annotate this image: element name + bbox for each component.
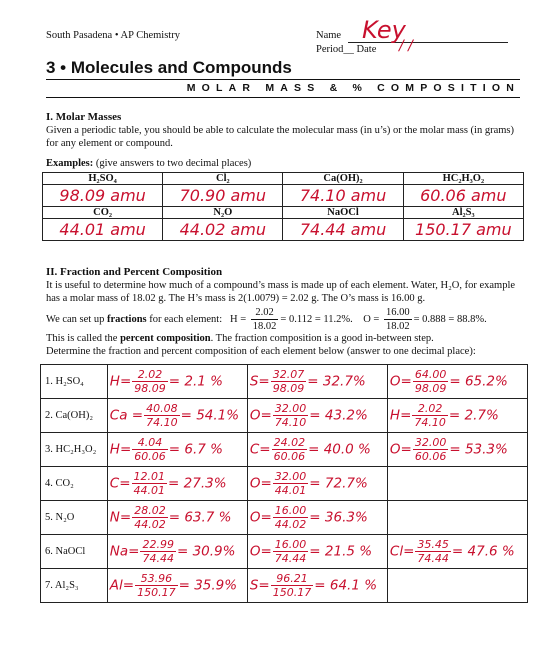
element-percent: = 64.1 % <box>314 577 378 594</box>
element-fraction <box>273 402 309 429</box>
compound-label: 7. Al₂S₃ <box>41 569 108 603</box>
element-symbol: C= <box>109 475 131 492</box>
element-symbol: O= <box>249 407 272 424</box>
example-formula: Ca(OH)₂ <box>283 173 403 185</box>
fraction-denominator: 98.09 <box>414 382 447 395</box>
element-symbol: Na= <box>109 543 140 560</box>
example-answer: 74.44 amu <box>299 219 387 239</box>
example-answer: 44.02 amu <box>179 219 267 239</box>
element-answer-cell <box>107 433 247 467</box>
element-symbol: O= <box>249 509 272 526</box>
composition-row <box>41 501 528 535</box>
example-formula: H₂SO₄ <box>43 173 163 185</box>
fraction-denominator: 44.01 <box>274 484 307 497</box>
fraction-numerator: 35.45 <box>417 538 449 551</box>
o-result: = 0.888 = 88.8%. <box>413 313 487 325</box>
composition-row <box>41 433 528 467</box>
element-symbol: O= <box>389 373 412 390</box>
section-text-percent <box>46 332 530 345</box>
compound-label: 4. CO₂ <box>41 467 108 501</box>
name-label: Name <box>316 30 342 41</box>
element-percent: = 65.2% <box>449 373 508 390</box>
example-answer-cell <box>43 219 163 241</box>
fraction-numerator: 32.00 <box>414 436 447 449</box>
element-answer-cell <box>107 535 247 569</box>
element-answer-cell <box>387 569 527 603</box>
element-symbol: S= <box>249 577 270 594</box>
element-symbol: Al= <box>109 577 135 594</box>
element-answer-cell <box>247 569 387 603</box>
percent-text-b: . The fraction composition is a good in-between step. <box>210 333 434 344</box>
element-fraction <box>273 538 309 565</box>
example-answer-cell <box>403 185 523 207</box>
h-numerator: 2.02 <box>251 306 279 320</box>
example-answer: 44.01 amu <box>59 219 146 239</box>
element-fraction <box>273 504 309 531</box>
fraction-denominator: 74.44 <box>274 552 307 565</box>
example-answer: 150.17 amu <box>415 219 512 239</box>
element-answer-cell <box>247 467 387 501</box>
compound-label: 5. N₂O <box>41 501 108 535</box>
element-answer-cell <box>387 365 527 399</box>
element-answer-cell <box>247 399 387 433</box>
examples-table <box>42 172 524 241</box>
element-percent: = 53.3% <box>449 441 508 458</box>
element-symbol: O= <box>249 475 272 492</box>
section-heading-composition: II. Fraction and Percent Composition <box>46 266 223 278</box>
element-fraction <box>132 436 168 463</box>
element-symbol: C= <box>249 441 271 458</box>
compound-label: 6. NaOCl <box>41 535 108 569</box>
example-answer-cell <box>43 185 163 207</box>
fraction-denominator: 60.06 <box>134 450 166 463</box>
element-percent: = 47.6 % <box>451 543 515 560</box>
element-symbol: O= <box>249 543 272 560</box>
element-answer-cell <box>387 433 527 467</box>
element-fraction <box>413 436 449 463</box>
element-percent: = 36.3% <box>309 509 368 526</box>
fraction-denominator: 44.02 <box>134 518 166 531</box>
example-formula: N₂O <box>163 207 283 219</box>
example-answer: 98.09 amu <box>59 185 146 205</box>
element-answer-cell <box>107 365 247 399</box>
element-fraction <box>273 470 309 497</box>
fraction-denominator: 44.01 <box>133 484 166 497</box>
o-label: O = <box>363 313 380 325</box>
example-answer-cell <box>283 185 403 207</box>
setup-text-a: We can set up <box>46 313 107 325</box>
element-answer-cell <box>107 569 247 603</box>
element-fraction <box>271 572 314 599</box>
composition-row <box>41 569 528 603</box>
element-fraction <box>144 402 180 429</box>
element-percent: = 63.7 % <box>168 509 232 526</box>
h-label: H = <box>230 313 247 325</box>
setup-bold: fractions <box>106 313 147 325</box>
element-percent: = 27.3% <box>168 475 227 492</box>
element-answer-cell <box>247 365 387 399</box>
compound-label: 2. Ca(OH)₂ <box>41 399 108 433</box>
example-formula: CO₂ <box>43 207 163 219</box>
fractions-line <box>46 306 530 333</box>
fraction-denominator: 74.10 <box>146 416 178 429</box>
setup-text-b: for each element: <box>146 313 223 325</box>
element-answer-cell <box>107 467 247 501</box>
period-date-line: Period__ Date <box>316 44 377 55</box>
composition-row <box>41 467 528 501</box>
fraction-numerator: 53.96 <box>135 572 178 586</box>
example-answer-cell <box>163 219 283 241</box>
fraction-numerator: 28.02 <box>134 504 166 517</box>
section-heading-molar: I. Molar Masses <box>46 111 122 123</box>
fraction-numerator: 16.00 <box>274 538 307 551</box>
fraction-denominator: 74.44 <box>142 552 174 565</box>
fraction-numerator: 96.21 <box>271 572 314 586</box>
example-formula: Al₂S₃ <box>403 207 523 219</box>
element-fraction <box>413 368 449 395</box>
fraction-numerator: 4.04 <box>132 436 168 450</box>
fraction-denominator: 74.10 <box>274 416 307 429</box>
element-symbol: H= <box>109 373 132 390</box>
fraction-numerator: 2.02 <box>412 402 448 416</box>
section-text-molar: Given a periodic table, you should be able to calculate the molecular mass (in u’s) or the molar mass (in grams) for any element or compound. <box>46 125 514 149</box>
element-percent: = 6.7 % <box>168 441 223 458</box>
examples-note: (give answers to two decimal places) <box>93 158 252 169</box>
example-formula: HC₂H₃O₂ <box>403 173 523 185</box>
fraction-denominator: 150.17 <box>137 586 176 599</box>
element-answer-cell <box>387 399 527 433</box>
fraction-numerator: 32.07 <box>272 368 305 381</box>
page-title: 3 • Molecules and Compounds <box>46 58 292 77</box>
name-value: Key <box>362 16 406 44</box>
fraction-numerator: 32.00 <box>274 402 307 415</box>
fraction-numerator: 16.00 <box>274 504 307 517</box>
element-percent: = 21.5 % <box>309 543 373 560</box>
element-fraction <box>132 470 168 497</box>
element-percent: = 2.7% <box>448 407 499 424</box>
o-denominator: 18.02 <box>385 321 410 332</box>
element-answer-cell <box>387 501 527 535</box>
element-percent: = 32.7% <box>307 373 366 390</box>
examples-label: Examples: <box>46 158 94 169</box>
element-symbol: O= <box>389 441 412 458</box>
section-text-composition: It is useful to determine how much of a compound’s mass is made up of each element. Water, H₂O, for example has a molar mass of 18.02 g. The H’s mass is 2(1.0079) = 2.02 g. The O’s mass is 16.00 g. <box>46 280 516 304</box>
element-percent: = 30.9% <box>176 543 236 560</box>
element-fraction <box>271 368 307 395</box>
fraction-denominator: 60.06 <box>414 450 447 463</box>
percent-text-bold: percent composition <box>120 333 211 344</box>
o-fraction <box>384 306 412 333</box>
fraction-numerator: 24.02 <box>273 436 306 449</box>
element-symbol: H= <box>109 441 132 458</box>
element-fraction <box>132 368 168 395</box>
element-fraction <box>140 538 176 565</box>
element-symbol: Ca = <box>109 407 144 424</box>
title-rule <box>46 79 520 80</box>
compound-label: 3. HC₂H₃O₂ <box>41 433 108 467</box>
element-answer-cell <box>247 535 387 569</box>
fraction-denominator: 98.09 <box>134 382 166 395</box>
element-percent: = 72.7% <box>309 475 368 492</box>
example-formula: NaOCl <box>283 207 403 219</box>
h-denominator: 18.02 <box>252 321 277 332</box>
fraction-numerator: 64.00 <box>414 368 447 381</box>
element-symbol: S= <box>249 373 270 390</box>
course-label: South Pasadena • AP Chemistry <box>46 30 180 41</box>
composition-table <box>40 364 528 603</box>
fraction-numerator: 32.00 <box>274 470 307 483</box>
example-answer: 74.10 amu <box>299 185 387 205</box>
period-label: Period <box>316 44 344 55</box>
element-percent: = 54.1% <box>180 407 240 424</box>
element-fraction <box>415 538 451 565</box>
composition-row <box>41 399 528 433</box>
composition-row <box>41 535 528 569</box>
element-fraction <box>412 402 448 429</box>
element-answer-cell <box>387 535 527 569</box>
section-instructions: Determine the fraction and percent composition of each element below (answer to one decimal place): <box>46 346 476 357</box>
fraction-numerator: 40.08 <box>146 402 178 415</box>
element-fraction <box>132 504 168 531</box>
composition-row <box>41 365 528 399</box>
fraction-denominator: 74.10 <box>414 416 446 429</box>
element-answer-cell <box>107 501 247 535</box>
element-fraction <box>135 572 178 599</box>
page-subtitle: MOLAR MASS & % COMPOSITION <box>186 82 520 94</box>
date-value: / / <box>399 38 413 54</box>
fraction-denominator: 98.09 <box>272 382 305 395</box>
h-fraction <box>251 306 279 333</box>
date-label: Date <box>356 44 377 55</box>
element-fraction <box>272 436 308 463</box>
example-answer-cell <box>283 219 403 241</box>
element-answer-cell <box>247 501 387 535</box>
fraction-numerator: 2.02 <box>132 368 168 382</box>
fraction-denominator: 150.17 <box>272 586 312 599</box>
compound-label: 1. H₂SO₄ <box>41 365 108 399</box>
element-percent: = 43.2% <box>309 407 368 424</box>
element-symbol: N= <box>109 509 132 526</box>
fraction-numerator: 22.99 <box>142 538 174 551</box>
element-answer-cell <box>107 399 247 433</box>
element-symbol: H= <box>389 407 412 424</box>
examples-line <box>46 157 251 170</box>
example-answer-cell <box>403 219 523 241</box>
example-answer-cell <box>163 185 283 207</box>
element-answer-cell <box>247 433 387 467</box>
example-answer: 70.90 amu <box>179 185 267 205</box>
fraction-denominator: 74.44 <box>417 552 449 565</box>
o-numerator: 16.00 <box>385 307 410 318</box>
example-formula: Cl₂ <box>163 173 283 185</box>
subtitle-rule <box>46 97 520 98</box>
h-result: = 0.112 = 11.2%. <box>280 313 353 325</box>
element-percent: = 40.0 % <box>308 441 371 458</box>
element-percent: = 2.1 % <box>168 373 223 390</box>
fraction-denominator: 44.02 <box>274 518 307 531</box>
element-symbol: Cl= <box>389 543 415 560</box>
fraction-denominator: 60.06 <box>273 450 306 463</box>
element-answer-cell <box>387 467 527 501</box>
fraction-numerator: 12.01 <box>133 470 166 483</box>
element-percent: = 35.9% <box>178 577 238 594</box>
example-answer: 60.06 amu <box>420 185 507 205</box>
percent-text-a: This is called the <box>46 333 121 344</box>
